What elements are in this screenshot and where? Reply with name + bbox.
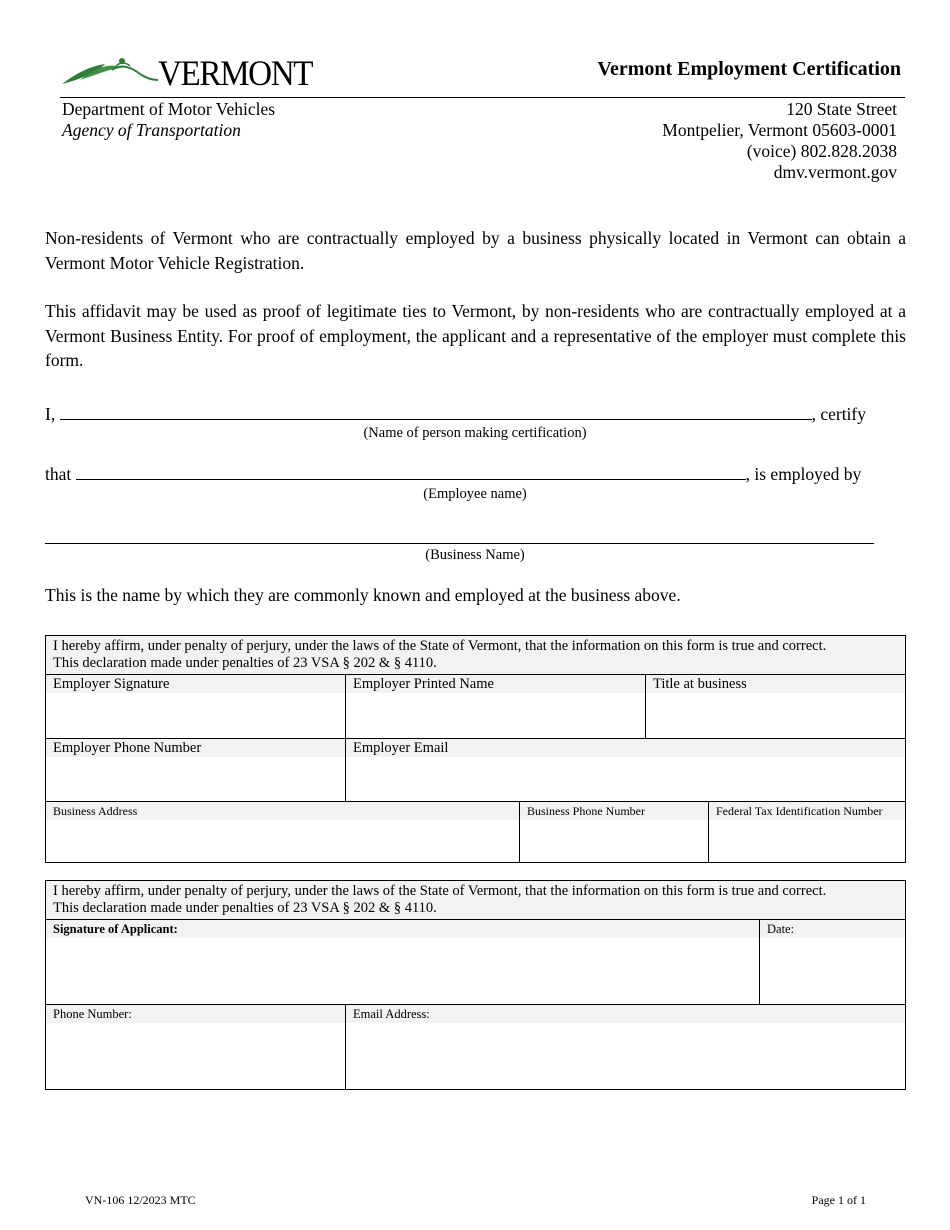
federal-tax-id-field[interactable]: [709, 802, 905, 862]
title-at-business-label: Title at business: [646, 675, 905, 693]
title-at-business-field[interactable]: [646, 675, 905, 738]
certifier-name-field[interactable]: [60, 404, 812, 420]
employer-email-label: Employer Email: [346, 739, 905, 757]
closing-statement: This is the name by which they are commonly known and employed at the business above.: [45, 585, 681, 605]
certify-prefix: I,: [45, 404, 56, 424]
applicant-phone-field[interactable]: [46, 1005, 346, 1089]
agency-name: Agency of Transportation: [62, 120, 241, 140]
declaration-text: I hereby affirm, under penalty of perjury, under the laws of the State of Vermont, that the information on this form is true and correct.: [53, 883, 827, 899]
applicant-section: [45, 880, 906, 1090]
business-name-field[interactable]: [45, 543, 874, 544]
that-prefix: that: [45, 464, 72, 484]
website: dmv.vermont.gov: [773, 162, 897, 182]
applicant-row-2: [46, 1005, 905, 1089]
applicant-signature-label: Signature of Applicant:: [46, 920, 759, 938]
certifier-name-caption: (Name of person making certification): [363, 425, 587, 441]
applicant-phone-label: Phone Number:: [46, 1005, 345, 1023]
department-name: Department of Motor Vehicles: [62, 99, 276, 119]
header-divider: [60, 97, 905, 98]
declaration-text: I hereby affirm, under penalty of perjury, under the laws of the State of Vermont, that the information on this form is true and correct.: [53, 638, 827, 654]
applicant-signature-field[interactable]: [46, 920, 760, 1004]
date-label: Date:: [760, 920, 905, 938]
applicant-email-field[interactable]: [346, 1005, 905, 1089]
business-address-label: Business Address: [46, 802, 519, 820]
applicant-row-1: [46, 920, 905, 1005]
employer-printed-name-field[interactable]: [346, 675, 646, 738]
mountain-logo-icon: [60, 54, 160, 88]
logo-wordmark: VERMONT: [158, 53, 313, 93]
employer-declaration: [46, 636, 905, 675]
employer-phone-field[interactable]: [46, 739, 346, 801]
employed-by-suffix: , is employed by: [745, 464, 862, 484]
employer-row-1: [46, 675, 905, 739]
street-address: 120 State Street: [786, 99, 897, 119]
city-state-zip: Montpelier, Vermont 05603-0001: [662, 120, 897, 140]
federal-tax-id-label: Federal Tax Identification Number: [709, 802, 905, 820]
business-phone-label: Business Phone Number: [520, 802, 708, 820]
address-block: [662, 99, 897, 183]
department-block: [62, 99, 275, 141]
intro-paragraph-2: This affidavit may be used as proof of legitimate ties to Vermont, by non-residents who are contractually employed at a Vermont Business Entity. For proof of employment, the applicant and a representative of the employer must complete this form.: [45, 301, 906, 370]
employee-name-caption: (Employee name): [423, 486, 527, 502]
intro-paragraph-1: Non-residents of Vermont who are contractually employed by a business physically located in Vermont can obtain a Vermont Motor Vehicle Registration.: [45, 228, 906, 273]
page-number: Page 1 of 1: [811, 1193, 866, 1207]
form-title: Vermont Employment Certification: [597, 58, 901, 80]
vermont-logo: [60, 53, 330, 93]
business-phone-field[interactable]: [520, 802, 709, 862]
employee-name-field[interactable]: [76, 464, 746, 480]
certify-suffix: , certify: [811, 404, 866, 424]
declaration-statute: This declaration made under penalties of 23 VSA § 202 & § 4110.: [53, 655, 437, 671]
employer-signature-label: Employer Signature: [46, 675, 345, 693]
employer-email-field[interactable]: [346, 739, 905, 801]
applicant-email-label: Email Address:: [346, 1005, 905, 1023]
business-address-field[interactable]: [46, 802, 520, 862]
business-name-caption: (Business Name): [425, 547, 525, 563]
employer-row-2: [46, 739, 905, 802]
employer-signature-field[interactable]: [46, 675, 346, 738]
employer-phone-label: Employer Phone Number: [46, 739, 345, 757]
voice-phone: (voice) 802.828.2038: [746, 141, 897, 161]
date-field[interactable]: [760, 920, 905, 1004]
employer-row-3: [46, 802, 905, 862]
employer-printed-name-label: Employer Printed Name: [346, 675, 645, 693]
certify-line-1: [45, 404, 866, 425]
applicant-declaration: [46, 881, 905, 920]
form-code: VN-106 12/2023 MTC: [85, 1193, 196, 1207]
declaration-statute: This declaration made under penalties of 23 VSA § 202 & § 4110.: [53, 900, 437, 916]
employer-section: [45, 635, 906, 863]
certify-line-2: [45, 464, 861, 485]
